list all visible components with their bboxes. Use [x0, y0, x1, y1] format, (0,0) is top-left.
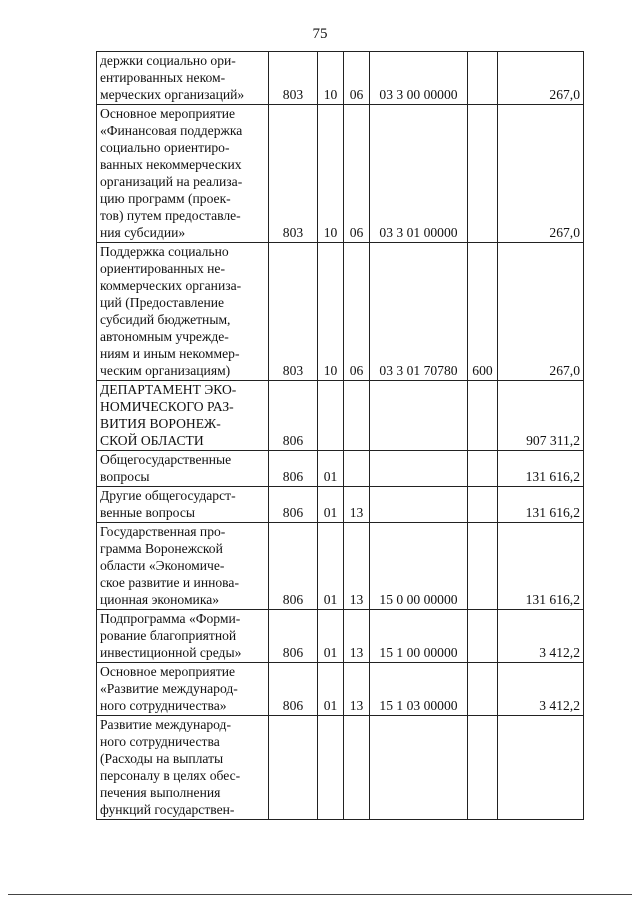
row-vr-cell [468, 610, 498, 663]
row-sum-cell: 3 412,2 [498, 663, 584, 716]
row-name-cell: Основное мероприятие «Развитие международ- ного сотрудничества» [97, 663, 269, 716]
row-ved-cell: 803 [269, 243, 318, 381]
row-name-cell: Государственная про- грамма Воронежской области «Экономиче- ское развитие и иннова- ционная экономика» [97, 523, 269, 610]
row-sum-cell [498, 716, 584, 820]
row-ved-cell: 806 [269, 523, 318, 610]
bottom-rule [8, 894, 632, 895]
row-rz-cell [318, 716, 344, 820]
row-ved-cell: 803 [269, 52, 318, 105]
budget-table [96, 51, 584, 820]
row-rz-cell: 01 [318, 663, 344, 716]
budget-table-body [97, 52, 584, 820]
table-row [97, 610, 584, 663]
row-pr-cell: 13 [344, 663, 370, 716]
row-ved-cell: 806 [269, 610, 318, 663]
row-vr-cell: 600 [468, 243, 498, 381]
row-pr-cell: 06 [344, 105, 370, 243]
row-sum-cell: 131 616,2 [498, 487, 584, 523]
row-rz-cell: 01 [318, 610, 344, 663]
row-ved-cell: 806 [269, 663, 318, 716]
row-rz-cell: 10 [318, 52, 344, 105]
row-rz-cell: 10 [318, 243, 344, 381]
table-row [97, 451, 584, 487]
row-rz-cell [318, 381, 344, 451]
row-pr-cell [344, 716, 370, 820]
table-row [97, 105, 584, 243]
row-name-cell: Основное мероприятие «Финансовая поддержка социально ориентиро- ванных некоммерческих организаций на реализа- цию программ (проек- тов) путем предоставле- ния субсидии» [97, 105, 269, 243]
row-vr-cell [468, 451, 498, 487]
row-csr-cell [370, 487, 468, 523]
row-vr-cell [468, 105, 498, 243]
row-rz-cell: 01 [318, 487, 344, 523]
row-pr-cell: 06 [344, 243, 370, 381]
table-row [97, 487, 584, 523]
row-pr-cell: 13 [344, 610, 370, 663]
row-ved-cell [269, 716, 318, 820]
row-vr-cell [468, 523, 498, 610]
row-sum-cell: 131 616,2 [498, 451, 584, 487]
row-csr-cell: 15 1 00 00000 [370, 610, 468, 663]
row-vr-cell [468, 663, 498, 716]
table-row [97, 381, 584, 451]
row-vr-cell [468, 487, 498, 523]
row-name-cell: ДЕПАРТАМЕНТ ЭКО- НОМИЧЕСКОГО РАЗ- ВИТИЯ ВОРОНЕЖ- СКОЙ ОБЛАСТИ [97, 381, 269, 451]
row-pr-cell [344, 381, 370, 451]
row-csr-cell [370, 381, 468, 451]
row-name-cell: Общегосударственные вопросы [97, 451, 269, 487]
row-ved-cell: 803 [269, 105, 318, 243]
row-pr-cell [344, 451, 370, 487]
row-vr-cell [468, 52, 498, 105]
row-rz-cell: 01 [318, 523, 344, 610]
row-rz-cell: 01 [318, 451, 344, 487]
row-rz-cell: 10 [318, 105, 344, 243]
row-name-cell: Поддержка социально ориентированных не- коммерческих организа- ций (Предоставление субсидий бюджетным, автономным учрежде- ниям и иным некоммер- ческим организациям) [97, 243, 269, 381]
row-pr-cell: 13 [344, 487, 370, 523]
row-name-cell: Развитие международ- ного сотрудничества (Расходы на выплаты персоналу в целях обес- печения выполнения функций государствен- [97, 716, 269, 820]
row-csr-cell: 15 1 03 00000 [370, 663, 468, 716]
row-sum-cell: 267,0 [498, 243, 584, 381]
table-row [97, 663, 584, 716]
row-sum-cell: 907 311,2 [498, 381, 584, 451]
row-csr-cell: 03 3 01 70780 [370, 243, 468, 381]
table-row [97, 52, 584, 105]
table-row [97, 243, 584, 381]
row-name-cell: Подпрограмма «Форми- рование благоприятной инвестиционной среды» [97, 610, 269, 663]
row-ved-cell: 806 [269, 487, 318, 523]
table-row [97, 716, 584, 820]
row-ved-cell: 806 [269, 451, 318, 487]
row-sum-cell: 267,0 [498, 105, 584, 243]
row-csr-cell: 15 0 00 00000 [370, 523, 468, 610]
row-name-cell: Другие общегосударст- венные вопросы [97, 487, 269, 523]
row-csr-cell: 03 3 01 00000 [370, 105, 468, 243]
row-csr-cell [370, 451, 468, 487]
row-csr-cell [370, 716, 468, 820]
row-name-cell: держки социально ори- ентированных неком- мерческих организаций» [97, 52, 269, 105]
row-sum-cell: 131 616,2 [498, 523, 584, 610]
row-pr-cell: 06 [344, 52, 370, 105]
row-sum-cell: 267,0 [498, 52, 584, 105]
page-number: 75 [312, 26, 328, 42]
row-vr-cell [468, 716, 498, 820]
row-sum-cell: 3 412,2 [498, 610, 584, 663]
row-vr-cell [468, 381, 498, 451]
row-csr-cell: 03 3 00 00000 [370, 52, 468, 105]
row-ved-cell: 806 [269, 381, 318, 451]
row-pr-cell: 13 [344, 523, 370, 610]
table-row [97, 523, 584, 610]
